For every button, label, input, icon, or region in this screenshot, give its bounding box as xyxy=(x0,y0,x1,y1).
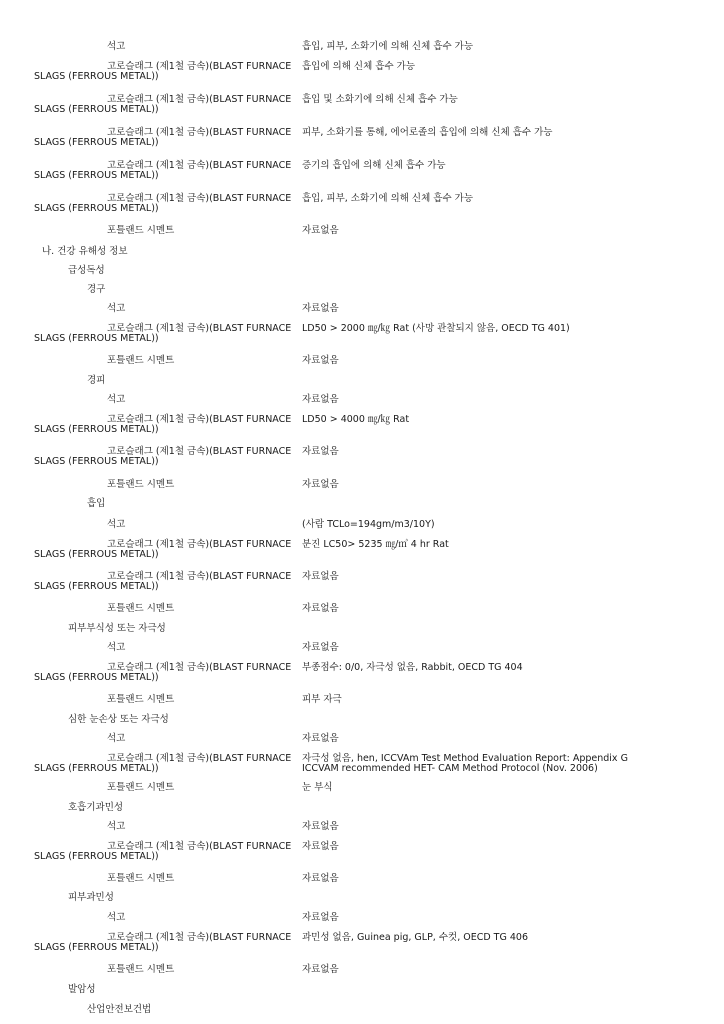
substance-name-continued: SLAGS (FERROUS METAL)) xyxy=(34,104,159,115)
substance-name-continued: SLAGS (FERROUS METAL)) xyxy=(34,71,159,82)
property-value: 자료없음 xyxy=(302,912,339,923)
property-value: 자료없음 xyxy=(302,841,339,852)
property-value: 부종점수: 0/0, 자극성 없음, Rabbit, OECD TG 404 xyxy=(302,662,523,673)
substance-name: 고로슬래그 (제1철 금속)(BLAST FURNACE xyxy=(107,193,292,204)
property-value: 피부, 소화기를 통해, 에어로졸의 흡입에 의해 신체 흡수 가능 xyxy=(302,127,553,138)
property-value: 흡입에 의해 신체 흡수 가능 xyxy=(302,61,416,72)
property-value: 자료없음 xyxy=(302,571,339,582)
substance-name: 고로슬래그 (제1철 금속)(BLAST FURNACE xyxy=(107,127,292,138)
section-heading: 피부부식성 또는 자극성 xyxy=(68,623,166,634)
property-value: 흡입, 피부, 소화기에 의해 신체 흡수 가능 xyxy=(302,193,473,204)
substance-name-continued: SLAGS (FERROUS METAL)) xyxy=(34,424,159,435)
substance-name-continued: SLAGS (FERROUS METAL)) xyxy=(34,763,159,774)
substance-name-continued: SLAGS (FERROUS METAL)) xyxy=(34,942,159,953)
substance-name: 포틀랜드 시멘트 xyxy=(107,964,175,975)
property-value: 자료없음 xyxy=(302,446,339,457)
property-value: 눈 부식 xyxy=(302,782,333,793)
substance-name-continued: SLAGS (FERROUS METAL)) xyxy=(34,581,159,592)
substance-name: 포틀랜드 시멘트 xyxy=(107,479,175,490)
property-value: 자료없음 xyxy=(302,303,339,314)
property-value: 과민성 없음, Guinea pig, GLP, 수컷, OECD TG 406 xyxy=(302,932,528,943)
property-value: 자료없음 xyxy=(302,873,339,884)
substance-name-continued: SLAGS (FERROUS METAL)) xyxy=(34,170,159,181)
substance-name: 포틀랜드 시멘트 xyxy=(107,355,175,366)
property-value: 자료없음 xyxy=(302,964,339,975)
substance-name: 고로슬래그 (제1철 금속)(BLAST FURNACE xyxy=(107,753,292,764)
substance-name: 고로슬래그 (제1철 금속)(BLAST FURNACE xyxy=(107,841,292,852)
substance-name: 고로슬래그 (제1철 금속)(BLAST FURNACE xyxy=(107,323,292,334)
section-heading: 흡입 xyxy=(87,498,106,509)
substance-name: 포틀랜드 시멘트 xyxy=(107,782,175,793)
substance-name: 포틀랜드 시멘트 xyxy=(107,225,175,236)
section-heading: 심한 눈손상 또는 자극성 xyxy=(68,714,169,725)
substance-name-continued: SLAGS (FERROUS METAL)) xyxy=(34,333,159,344)
section-heading: 경피 xyxy=(87,375,106,386)
substance-name-continued: SLAGS (FERROUS METAL)) xyxy=(34,137,159,148)
property-value: 자료없음 xyxy=(302,355,339,366)
substance-name-continued: SLAGS (FERROUS METAL)) xyxy=(34,203,159,214)
section-heading: 발암성 xyxy=(68,984,96,995)
substance-name: 고로슬래그 (제1철 금속)(BLAST FURNACE xyxy=(107,160,292,171)
substance-name: 고로슬래그 (제1철 금속)(BLAST FURNACE xyxy=(107,662,292,673)
section-heading: 호흡기과민성 xyxy=(68,802,124,813)
property-value: 흡입, 피부, 소화기에 의해 신체 흡수 가능 xyxy=(302,41,473,52)
substance-name: 고로슬래그 (제1철 금속)(BLAST FURNACE xyxy=(107,539,292,550)
section-heading: 산업안전보건법 xyxy=(87,1004,152,1015)
property-value: 자료없음 xyxy=(302,733,339,744)
property-value: LD50 > 2000 ㎎/㎏ Rat (사망 관찰되지 않음, OECD TG 401) xyxy=(302,323,570,334)
substance-name: 석고 xyxy=(107,41,126,52)
property-value: LD50 > 4000 ㎎/㎏ Rat xyxy=(302,414,410,425)
substance-name: 석고 xyxy=(107,821,126,832)
substance-name: 포틀랜드 시멘트 xyxy=(107,873,175,884)
section-heading: 나. 건강 유해성 정보 xyxy=(42,246,128,257)
property-value: 흡입 및 소화기에 의해 신체 흡수 가능 xyxy=(302,94,458,105)
substance-name-continued: SLAGS (FERROUS METAL)) xyxy=(34,851,159,862)
substance-name: 석고 xyxy=(107,303,126,314)
substance-name: 석고 xyxy=(107,912,126,923)
property-value: 자료없음 xyxy=(302,821,339,832)
property-value-continued: ICCVAM recommended HET- CAM Method Protocol (Nov. 2006) xyxy=(302,763,598,774)
property-value: 자료없음 xyxy=(302,479,339,490)
substance-name: 포틀랜드 시멘트 xyxy=(107,694,175,705)
substance-name: 석고 xyxy=(107,394,126,405)
property-value: 자극성 없음, hen, ICCVAm Test Method Evaluation Report: Appendix G xyxy=(302,753,628,764)
substance-name-continued: SLAGS (FERROUS METAL)) xyxy=(34,672,159,683)
property-value: 자료없음 xyxy=(302,394,339,405)
property-value: 자료없음 xyxy=(302,603,339,614)
substance-name-continued: SLAGS (FERROUS METAL)) xyxy=(34,456,159,467)
substance-name: 석고 xyxy=(107,519,126,530)
substance-name: 고로슬래그 (제1철 금속)(BLAST FURNACE xyxy=(107,571,292,582)
property-value: 자료없음 xyxy=(302,642,339,653)
property-value: 피부 자극 xyxy=(302,694,342,705)
substance-name: 고로슬래그 (제1철 금속)(BLAST FURNACE xyxy=(107,932,292,943)
property-value: (사람 TCLo=194gm/m3/10Y) xyxy=(302,519,435,530)
substance-name: 고로슬래그 (제1철 금속)(BLAST FURNACE xyxy=(107,414,292,425)
property-value: 증기의 흡입에 의해 신체 흡수 가능 xyxy=(302,160,446,171)
property-value: 분진 LC50> 5235 ㎎/㎥ 4 hr Rat xyxy=(302,539,449,550)
substance-name: 고로슬래그 (제1철 금속)(BLAST FURNACE xyxy=(107,446,292,457)
property-value: 자료없음 xyxy=(302,225,339,236)
substance-name-continued: SLAGS (FERROUS METAL)) xyxy=(34,549,159,560)
substance-name: 고로슬래그 (제1철 금속)(BLAST FURNACE xyxy=(107,61,292,72)
substance-name: 석고 xyxy=(107,642,126,653)
substance-name: 포틀랜드 시멘트 xyxy=(107,603,175,614)
section-heading: 피부과민성 xyxy=(68,892,114,903)
section-heading: 급성독성 xyxy=(68,265,105,276)
section-heading: 경구 xyxy=(87,284,106,295)
substance-name: 석고 xyxy=(107,733,126,744)
substance-name: 고로슬래그 (제1철 금속)(BLAST FURNACE xyxy=(107,94,292,105)
